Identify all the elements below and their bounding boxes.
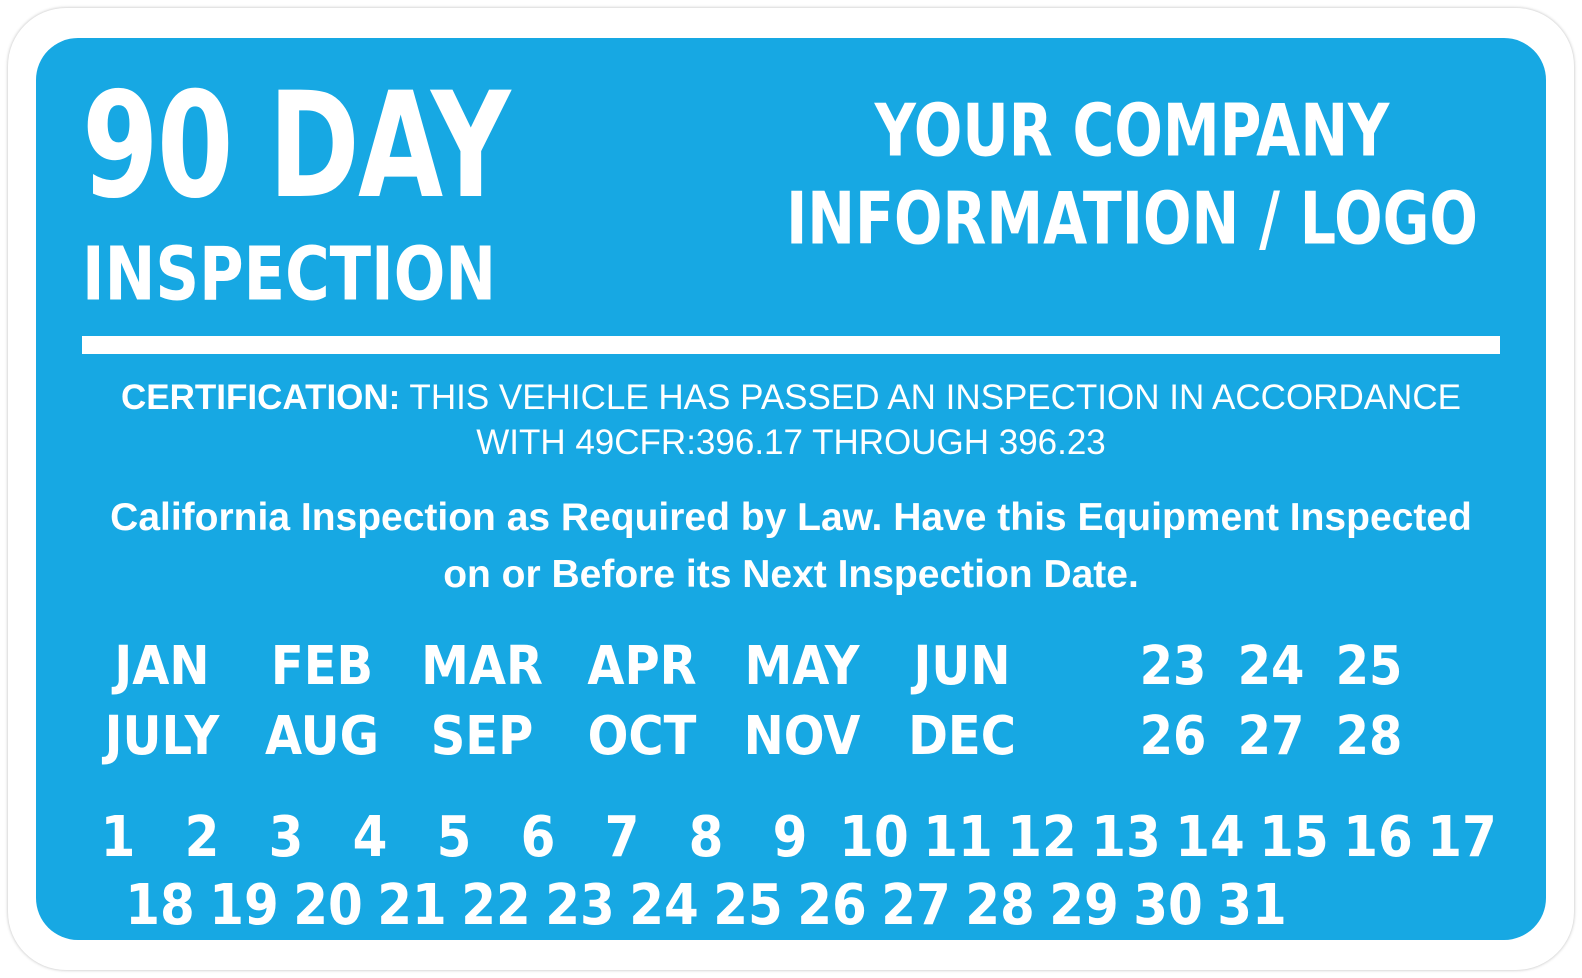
day-2[interactable]: 2 bbox=[184, 804, 220, 870]
day-9[interactable]: 9 bbox=[772, 804, 808, 870]
day-27[interactable]: 27 bbox=[881, 872, 951, 938]
year-26[interactable]: 26 bbox=[1139, 704, 1207, 768]
day-21[interactable]: 21 bbox=[377, 872, 447, 938]
day-3[interactable]: 3 bbox=[268, 804, 304, 870]
company-block bbox=[752, 88, 1512, 261]
months-row-1 bbox=[82, 634, 1500, 698]
day-29[interactable]: 29 bbox=[1049, 872, 1119, 938]
year-23[interactable]: 23 bbox=[1139, 634, 1207, 698]
day-1[interactable]: 1 bbox=[100, 804, 136, 870]
day-17[interactable]: 17 bbox=[1427, 804, 1497, 870]
day-4[interactable]: 4 bbox=[352, 804, 388, 870]
day-31[interactable]: 31 bbox=[1217, 872, 1287, 938]
state-law-text: California Inspection as Required by Law. Have this Equipment Inspected on or Before its Next Inspection Date. bbox=[110, 496, 1472, 596]
sticker-header bbox=[36, 38, 1546, 328]
certification-label: CERTIFICATION: bbox=[121, 378, 401, 417]
day-18[interactable]: 18 bbox=[125, 872, 195, 938]
year-25[interactable]: 25 bbox=[1335, 634, 1403, 698]
month-aug[interactable]: AUG bbox=[264, 704, 380, 768]
day-6[interactable]: 6 bbox=[520, 804, 556, 870]
day-15[interactable]: 15 bbox=[1259, 804, 1329, 870]
months-grid bbox=[82, 634, 1500, 768]
title-block bbox=[82, 61, 602, 318]
day-5[interactable]: 5 bbox=[436, 804, 472, 870]
days-grid bbox=[76, 804, 1508, 938]
year-24[interactable]: 24 bbox=[1237, 634, 1305, 698]
day-12[interactable]: 12 bbox=[1007, 804, 1077, 870]
company-line-1: YOUR COMPANY bbox=[874, 88, 1390, 173]
day-14[interactable]: 14 bbox=[1175, 804, 1245, 870]
year-28[interactable]: 28 bbox=[1335, 704, 1403, 768]
days-row-2 bbox=[76, 872, 1508, 938]
certification-body: THIS VEHICLE HAS PASSED AN INSPECTION IN ACCORDANCE WITH 49CFR:396.17 THROUGH 396.23 bbox=[400, 378, 1461, 462]
month-jan[interactable]: JAN bbox=[114, 634, 210, 698]
day-13[interactable]: 13 bbox=[1091, 804, 1161, 870]
sticker-outer-border bbox=[8, 8, 1574, 970]
year-27[interactable]: 27 bbox=[1237, 704, 1305, 768]
month-dec[interactable]: DEC bbox=[908, 704, 1016, 768]
month-feb[interactable]: FEB bbox=[270, 634, 374, 698]
title-sub: INSPECTION bbox=[82, 231, 497, 318]
day-10[interactable]: 10 bbox=[839, 804, 909, 870]
day-20[interactable]: 20 bbox=[293, 872, 363, 938]
month-jun[interactable]: JUN bbox=[913, 634, 1011, 698]
day-24[interactable]: 24 bbox=[629, 872, 699, 938]
month-nov[interactable]: NOV bbox=[743, 704, 861, 768]
company-line-2: INFORMATION / LOGO bbox=[786, 176, 1478, 261]
day-22[interactable]: 22 bbox=[461, 872, 531, 938]
day-25[interactable]: 25 bbox=[713, 872, 783, 938]
month-oct[interactable]: OCT bbox=[587, 704, 697, 768]
month-july[interactable]: JULY bbox=[104, 704, 220, 768]
day-11[interactable]: 11 bbox=[923, 804, 993, 870]
day-23[interactable]: 23 bbox=[545, 872, 615, 938]
month-sep[interactable]: SEP bbox=[430, 704, 534, 768]
month-mar[interactable]: MAR bbox=[421, 634, 543, 698]
title-main: 90 DAY bbox=[82, 61, 509, 232]
divider-rule bbox=[82, 336, 1500, 354]
day-7[interactable]: 7 bbox=[604, 804, 640, 870]
months-row-2 bbox=[82, 704, 1500, 768]
day-16[interactable]: 16 bbox=[1343, 804, 1413, 870]
day-19[interactable]: 19 bbox=[209, 872, 279, 938]
month-may[interactable]: MAY bbox=[744, 634, 860, 698]
day-30[interactable]: 30 bbox=[1133, 872, 1203, 938]
month-apr[interactable]: APR bbox=[587, 634, 697, 698]
days-row-1 bbox=[76, 804, 1508, 870]
day-28[interactable]: 28 bbox=[965, 872, 1035, 938]
certification-text bbox=[82, 376, 1500, 466]
day-8[interactable]: 8 bbox=[688, 804, 724, 870]
day-26[interactable]: 26 bbox=[797, 872, 867, 938]
inspection-sticker bbox=[36, 38, 1546, 940]
